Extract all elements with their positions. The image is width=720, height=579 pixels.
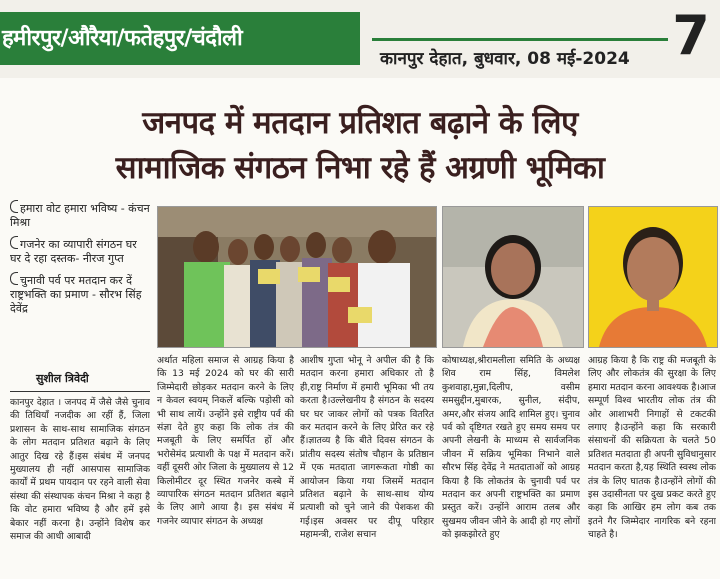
portrait-photo-woman [442,206,584,348]
dateline-rule [372,38,668,41]
portrait-man-art [589,207,717,347]
byline-rule [10,391,150,392]
sidebar-item [10,200,150,230]
page-number: 7 [672,4,710,67]
article-column-1: कानपुर देहात । जनपद में जैसे जैसे चुनाव की तिथियाँ नजदीक आ रहीं हैं, जिला प्रशासन के साथ-साथ सामाजिक संगठन के लोग मतदान प्रतिशत बढ़ाने के लिए आतुर दिख रहे हैं।इस संबंध में जनपद मुख्यालय ही नहीं आसपास सामाजिक कार्यों में प्रथम पायदान पर रहने वाली सेवा संस्था की संस्थापक कंचन मिश्रा ने कहा है कि वोट हमारा भविष्य है और हमें इसे बेकार नहीं करना है। उन्होंने विशेष कर समाज की आधी आबादी [10,397,150,543]
article-column-2: अर्थात महिला समाज से आग्रह किया है कि 13 मई 2024 को घर की सारी जिम्मेदारी छोड़कर मतदान करने के लिए न केवल स्वयम् निकलें बल्कि पड़ोसी को भी साथ लायें। उन्होंने इसे राष्ट्रीय पर्व की संज्ञा देते हुए कहा कि लोक तंत्र की मजबूती के लिए समर्पित हों और भरोसेमंद प्रत्याशी के पक्ष में मतदान करें।वहीं दूसरी ओर जिला के मुख्यालय से 12 किलोमीटर दूर स्थित गजनेर कस्बे में व्यापारिक संगठन मतदान प्रतिशत बढ़ाने के लिए आगे आया है। इस संबंध में गजनेर व्यापार संगठन के अध्यक्ष [157,355,294,527]
bracket-icon [10,236,18,249]
headline-line-2: सामाजिक संगठन निभा रहे हैं अग्रणी भूमिका [115,150,605,186]
sidebar-item-text: चुनावी पर्व पर मतदान कर दें राष्ट्रभक्ति का प्रमाण - सौरभ सिंह देवेंद्र [10,274,142,315]
sidebar-item [10,272,150,316]
portrait-woman-art [443,207,583,347]
sidebar-item [10,236,150,266]
bracket-icon [10,200,18,213]
article-column-4: कोषाध्यक्ष,श्रीरामलीला समिति के अध्यक्ष शिव राम सिंह, विमलेश कुशवाहा,मुन्ना,दिलीप, वसीम समसुद्दीन,मुबारक, सुनील, संदीप, अमर,और संजय आदि शामिल हुए। चुनाव पर्व को दृष्टिगत रखते हुए समय समय पर अपनी लेखनी के माध्यम से सार्वजनिक जीवन में सक्रिय भूमिका निभाने वाले सौरभ सिंह देवेंद्र ने मतदाताओं को आग्रह किया है कि लोकतंत्र के चुनावी पर्व पर मतदान कर अपनी राष्ट्रभक्ति का प्रमाण प्रस्तुत करें। उन्होंने आराम तलब और सुखमय जीवन जीने के आदी हो गए लोगों को झकझोरते हुए [442,355,580,541]
group-photo [157,206,437,348]
region-banner: हमीरपुर/औरैया/फतेहपुर/चंदौली [0,12,360,65]
article-column-3: आशीष गुप्ता भोनू ने अपील की है कि मतदान करना हमारा अधिकार तो है ही,राष्ट्र निर्माण में हमारी भूमिका भी तय करता है।उल्लेखनीय है संगठन के सदस्य घर घर जाकर लोगों को पत्रक वितरित कर मतदान करने के लिए प्रेरित कर रहे हैं।ज्ञातव्य है कि बीते दिवस संगठन के प्रांतीय सदस्य संतोष चौहान के प्रतिष्ठान में एक मतदाता जागरूकता गोष्ठी का आयोजन किया गया जिसमें मतदान प्रतिशत बढ़ाने के साथ-साथ योग्य प्रत्याशी को चुने जाने की पेशकश की गई।इस अवसर पर दीपू परिहार महामन्त्री, राजेश सचान [300,355,434,541]
headline-line-1: जनपद में मतदान प्रतिशत बढ़ाने के लिए [142,105,578,141]
portrait-photo-man [588,206,718,348]
byline: सुशील त्रिवेदी [36,372,89,385]
sidebar-item-text: हमारा वोट हमारा भविष्य - कंचन मिश्रा [10,202,150,229]
sidebar-item-text: गजनेर का व्यापारी संगठन घर घर दे रहा दस्तक- नीरज गुप्त [10,238,137,265]
sidebar-highlights [10,200,150,358]
dateline: कानपुर देहात, बुधवार, 08 मई-2024 [380,49,630,69]
article-column-5: आग्रह किया है कि राष्ट्र की मजबूती के लिए और लोकतंत्र की सुरक्षा के लिए हमारा मतदान करना आवश्यक है।आज सम्पूर्ण विश्व भारतीय लोक तंत्र की ओर आशाभरी निगाहों से टकटकी लगाए है।उन्होंने कहा कि सरकारी संसाधनों की सक्रियता के चलते 50 प्रतिशत मतदाता ही अपनी सुविधानुसार मतदान करता है,यह स्थिति स्वस्थ लोक तंत्र के लिए घातक है।उन्होंने लोगों की इस उदासीनता पर दुख प्रकट करते हुए कहा कि आखिर हम लोग कब तक इतने गैर जिम्मेदार नागरिक बने रहना चाहते है। [588,355,716,541]
bracket-icon [10,272,18,285]
group-photo-art [158,207,436,347]
